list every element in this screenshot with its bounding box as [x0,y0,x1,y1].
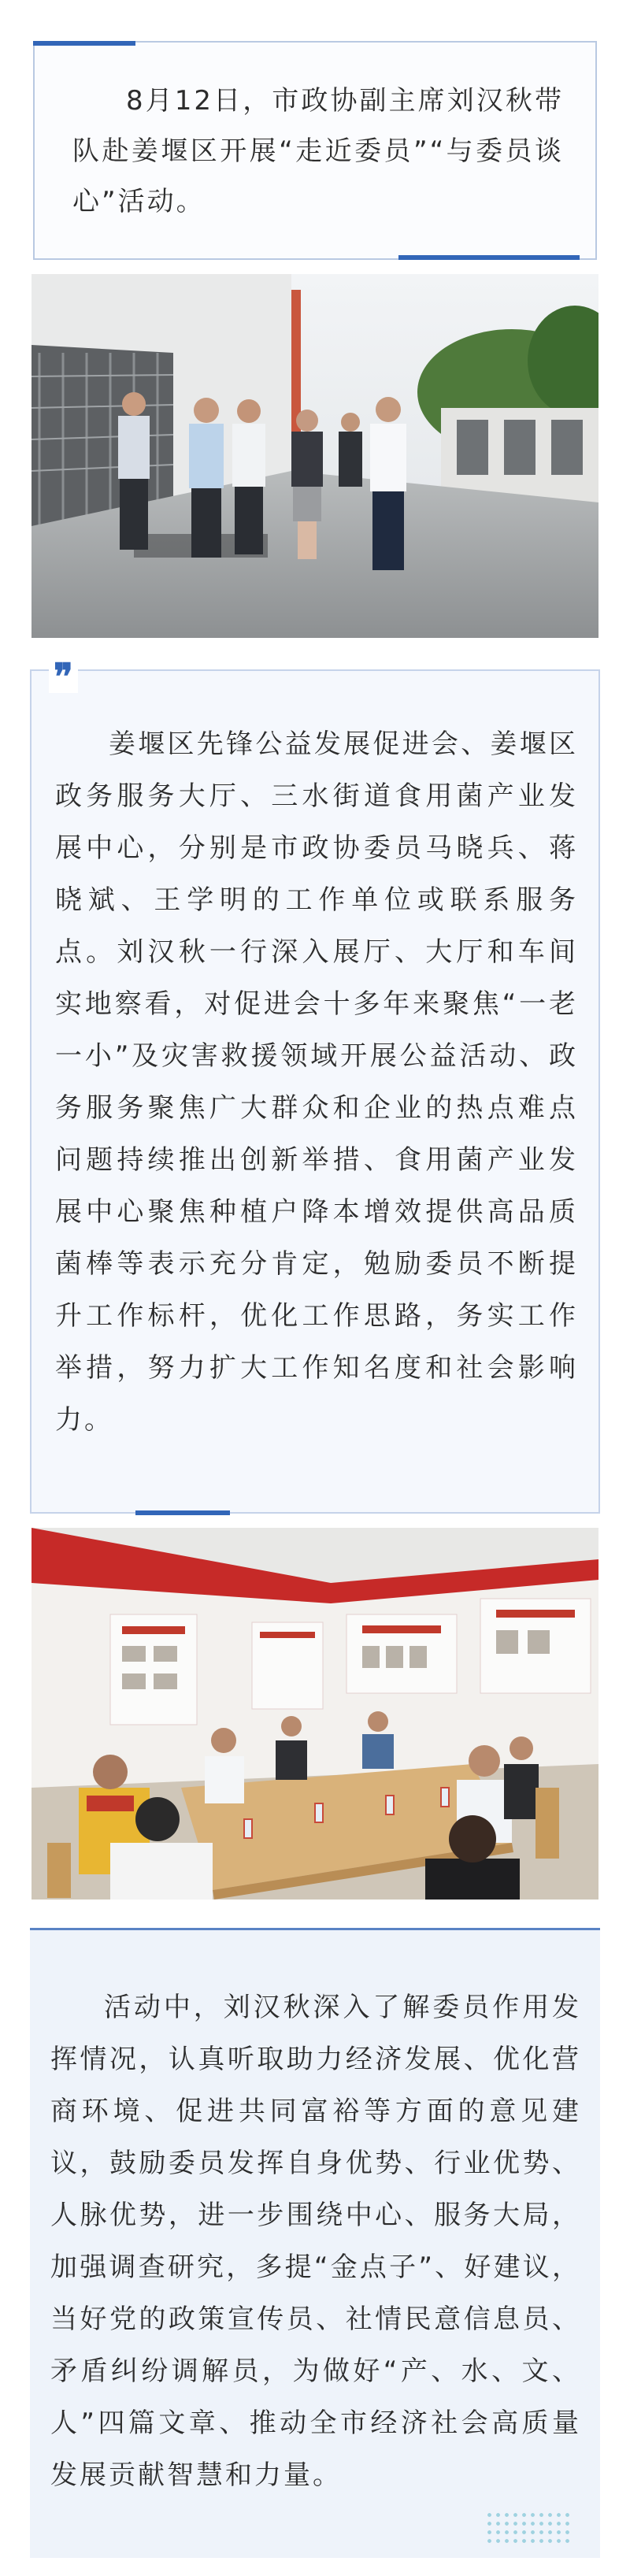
intro-text-box [33,41,597,260]
visit-text-box [30,655,600,1514]
accent-bar-bottom [135,1510,230,1515]
intro-paragraph: 8月12日，市政协副主席刘汉秋带队赴姜堰区开展“走近委员”“与委员谈心”活动。 [72,85,564,217]
top-divider-line [30,1928,600,1930]
accent-bar-bottom [398,255,580,260]
dot-pattern-decoration [485,2511,573,2545]
accent-bar-top [33,41,135,46]
photo-factory-visit [32,274,598,638]
photo-meeting-room [32,1528,598,1900]
closing-text-box [30,1928,600,2558]
closing-paragraph: 活动中，刘汉秋深入了解委员作用发挥情况，认真听取助力经济发展、优化营商环境、促进共同富裕等方面的意见建议，鼓励委员发挥自身优势、行业优势、人脉优势，进一步围绕中心、服务大局，加强调查研究，多提“金点子”、好建议，当好党的政策宣传员、社情民意信息员、矛盾纠纷调解员，为做好“产、水、文、人”四篇文章、推动全市经济社会高质量发展贡献智慧和力量。 [50,1992,581,2491]
quote-mark-icon: ❞ [49,660,78,693]
visit-paragraph: 姜堰区先锋公益发展促进会、姜堰区政务服务大厅、三水街道食用菌产业发展中心，分别是市政协委员马晓兵、蒋晓斌、王学明的工作单位或联系服务点。刘汉秋一行深入展厅、大厅和车间实地察看，对促进会十多年来聚焦“一老一小”及灾害救援领域开展公益活动、政务服务聚焦广大群众和企业的热点难点问题持续推出创新举措、食用菌产业发展中心聚焦种植户降本增效提供高品质菌棒等表示充分肯定，勉励委员不断提升工作标杆，优化工作思路，务实工作举措，努力扩大工作知名度和社会影响力。 [55,728,578,1436]
